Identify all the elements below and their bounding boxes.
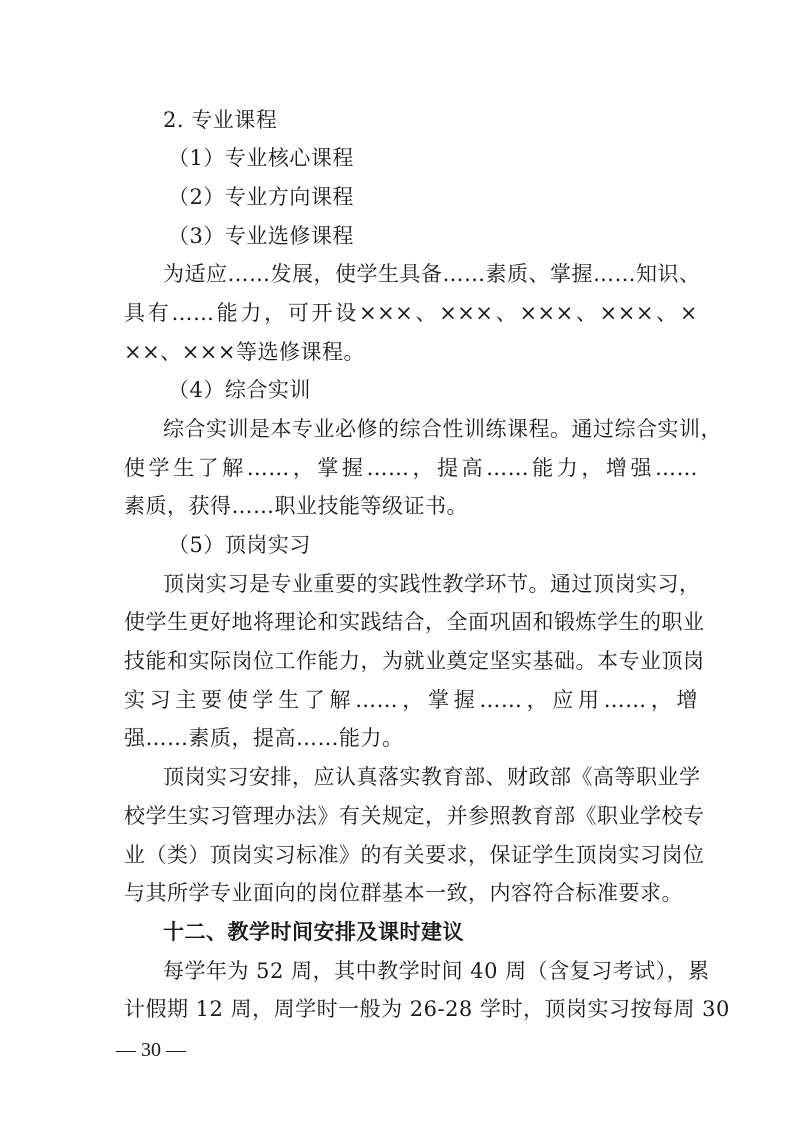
paragraph-line: 顶岗实习是专业重要的实践性教学环节。通过顶岗实习， — [163, 572, 701, 596]
page-number: — 30 — — [116, 1039, 186, 1061]
list-item-core-courses: （1）专业核心课程 — [168, 146, 354, 170]
paragraph-line: 为适应……发展，使学生具备……素质、掌握……知识、 — [163, 262, 701, 286]
list-item-elective-courses: （3）专业选修课程 — [168, 224, 354, 248]
paragraph-line: 素质，获得……职业技能等级证书。 — [124, 494, 468, 518]
paragraph-line: 使学生了解……，掌握……，提高……能力，增强…… — [124, 456, 698, 480]
paragraph-line: 每学年为 52 周，其中教学时间 40 周（含复习考试），累 — [163, 959, 710, 983]
paragraph-line: 强……素质，提高……能力。 — [124, 726, 404, 750]
paragraph-line: 技能和实际岗位工作能力，为就业奠定坚实基础。本专业顶岗 — [124, 649, 705, 673]
paragraph-line: 业（类）顶岗实习标准》的有关要求，保证学生顶岗实习岗位 — [124, 843, 705, 867]
paragraph-line: 校学生实习管理办法》有关规定，并参照教育部《职业学校专 — [124, 804, 705, 828]
paragraph-line: 具有……能力，可开设×××、×××、×××、×××、× — [124, 301, 698, 325]
paragraph-line: ××、×××等选修课程。 — [124, 340, 365, 364]
list-item-direction-courses: （2）专业方向课程 — [168, 185, 354, 209]
subsection-heading-professional-courses: 2. 专业课程 — [163, 108, 278, 132]
list-item-comprehensive-training: （4）综合实训 — [168, 378, 311, 402]
paragraph-line: 与其所学专业面向的岗位群基本一致，内容符合标准要求。 — [124, 881, 683, 905]
paragraph-line: 计假期 12 周，周学时一般为 26-28 学时，顶岗实习按每周 30 — [124, 997, 730, 1021]
paragraph-line: 顶岗实习安排，应认真落实教育部、财政部《高等职业学 — [163, 765, 701, 789]
list-item-internship: （5）顶岗实习 — [168, 533, 311, 557]
paragraph-line: 综合实训是本专业必修的综合性训练课程。通过综合实训， — [163, 417, 722, 441]
section-heading-teaching-schedule: 十二、教学时间安排及课时建议 — [163, 920, 464, 944]
paragraph-line: 实习主要使学生了解……，掌握……，应用……，增 — [124, 688, 698, 712]
paragraph-line: 使学生更好地将理论和实践结合，全面巩固和锻炼学生的职业 — [124, 610, 705, 634]
